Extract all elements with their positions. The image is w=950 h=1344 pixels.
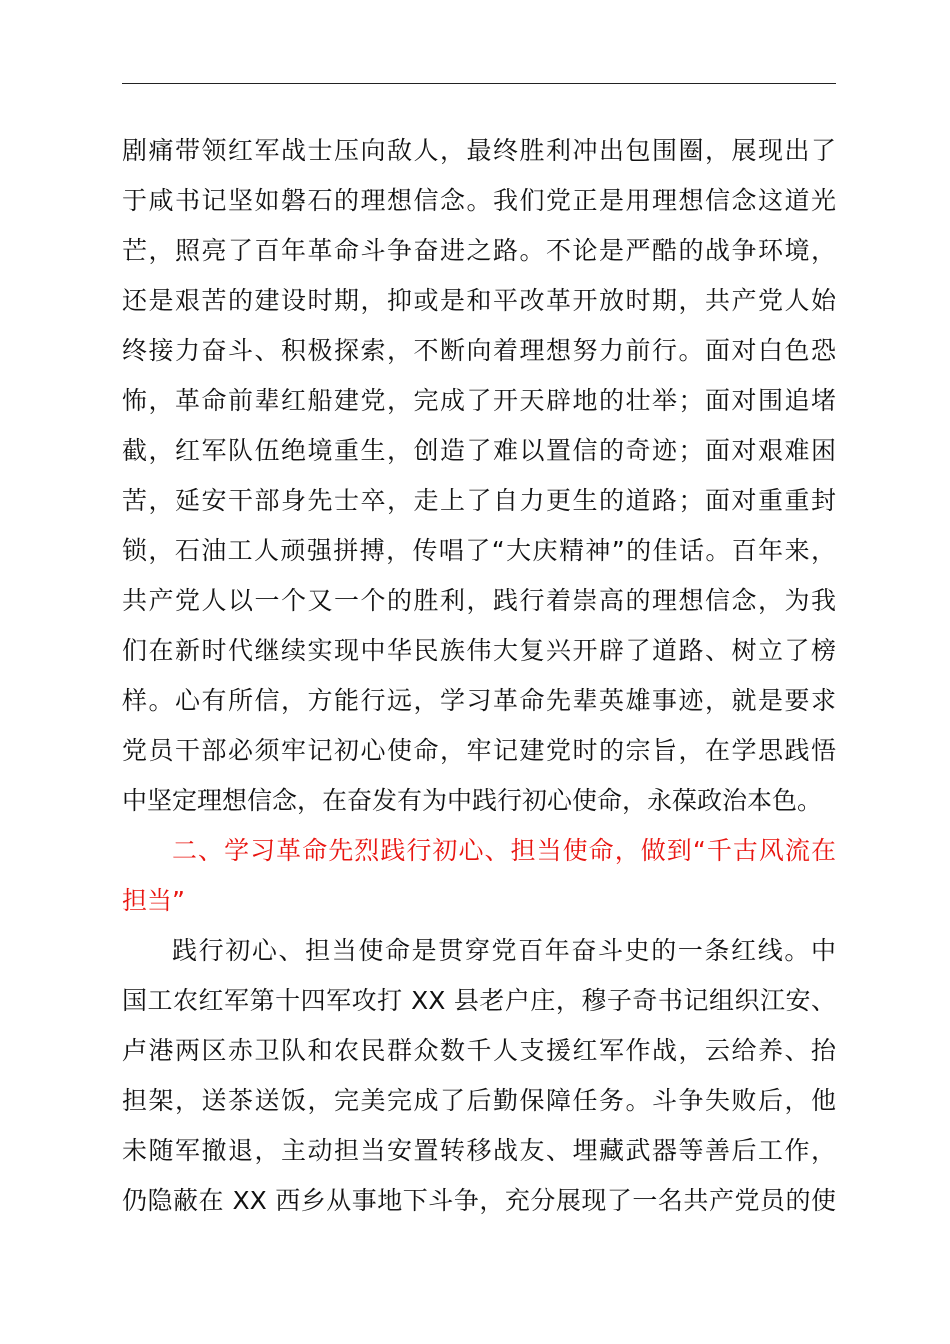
- heading-line: 担当”: [122, 886, 185, 915]
- text-line: 于咸书记坚如磐石的理想信念。我们党正是用理想信念这道光: [122, 186, 836, 215]
- text-line: 锁，石油工人顽强拼搏，传唱了“大庆精神”的佳话。百年来，: [122, 536, 836, 565]
- text-line: 践行初心、担当使命是贯穿党百年奋斗史的一条红线。中: [172, 936, 836, 965]
- text-line: 担架，送茶送饭，完美完成了后勤保障任务。斗争失败后，他: [122, 1086, 836, 1115]
- section-heading-2: [122, 826, 836, 926]
- text-line: 芒，照亮了百年革命斗争奋进之路。不论是严酷的战争环境，: [122, 236, 836, 265]
- paragraph-ideals: [122, 126, 836, 826]
- text-line: 党员干部必须牢记初心使命，牢记建党时的宗旨，在学思践悟: [122, 736, 836, 765]
- text-line: 还是艰苦的建设时期，抑或是和平改革开放时期，共产党人始: [122, 286, 836, 315]
- heading-line: 二、学习革命先烈践行初心、担当使命，做到“千古风流在: [172, 836, 836, 865]
- paragraph-mission: [122, 926, 836, 1226]
- text-line: 苦，延安干部身先士卒，走上了自力更生的道路；面对重重封: [122, 486, 836, 515]
- document-body: [122, 126, 836, 1226]
- text-line: 共产党人以一个又一个的胜利，践行着崇高的理想信念，为我: [122, 586, 836, 615]
- text-line: 剧痛带领红军战士压向敌人，最终胜利冲出包围圈，展现出了: [122, 136, 836, 165]
- text-line: 国工农红军第十四军攻打 XX 县老户庄，穆子奇书记组织江安、: [122, 986, 836, 1015]
- text-line: 们在新时代继续实现中华民族伟大复兴开辟了道路、树立了榜: [122, 636, 836, 665]
- text-line: 卢港两区赤卫队和农民群众数千人支援红军作战，云给养、抬: [122, 1036, 836, 1065]
- text-line: 仍隐蔽在 XX 西乡从事地下斗争，充分展现了一名共产党员的使: [122, 1186, 836, 1215]
- text-line: 样。心有所信，方能行远，学习革命先辈英雄事迹，就是要求: [122, 686, 836, 715]
- text-line: 截，红军队伍绝境重生，创造了难以置信的奇迹；面对艰难困: [122, 436, 836, 465]
- text-line: 怖，革命前辈红船建党，完成了开天辟地的壮举；面对围追堵: [122, 386, 836, 415]
- text-line: 未随军撤退，主动担当安置转移战友、埋藏武器等善后工作，: [122, 1136, 836, 1165]
- text-line: 中坚定理想信念，在奋发有为中践行初心使命，永葆政治本色。: [122, 786, 823, 815]
- header-rule: [122, 83, 836, 84]
- text-line: 终接力奋斗、积极探索，不断向着理想努力前行。面对白色恐: [122, 336, 836, 365]
